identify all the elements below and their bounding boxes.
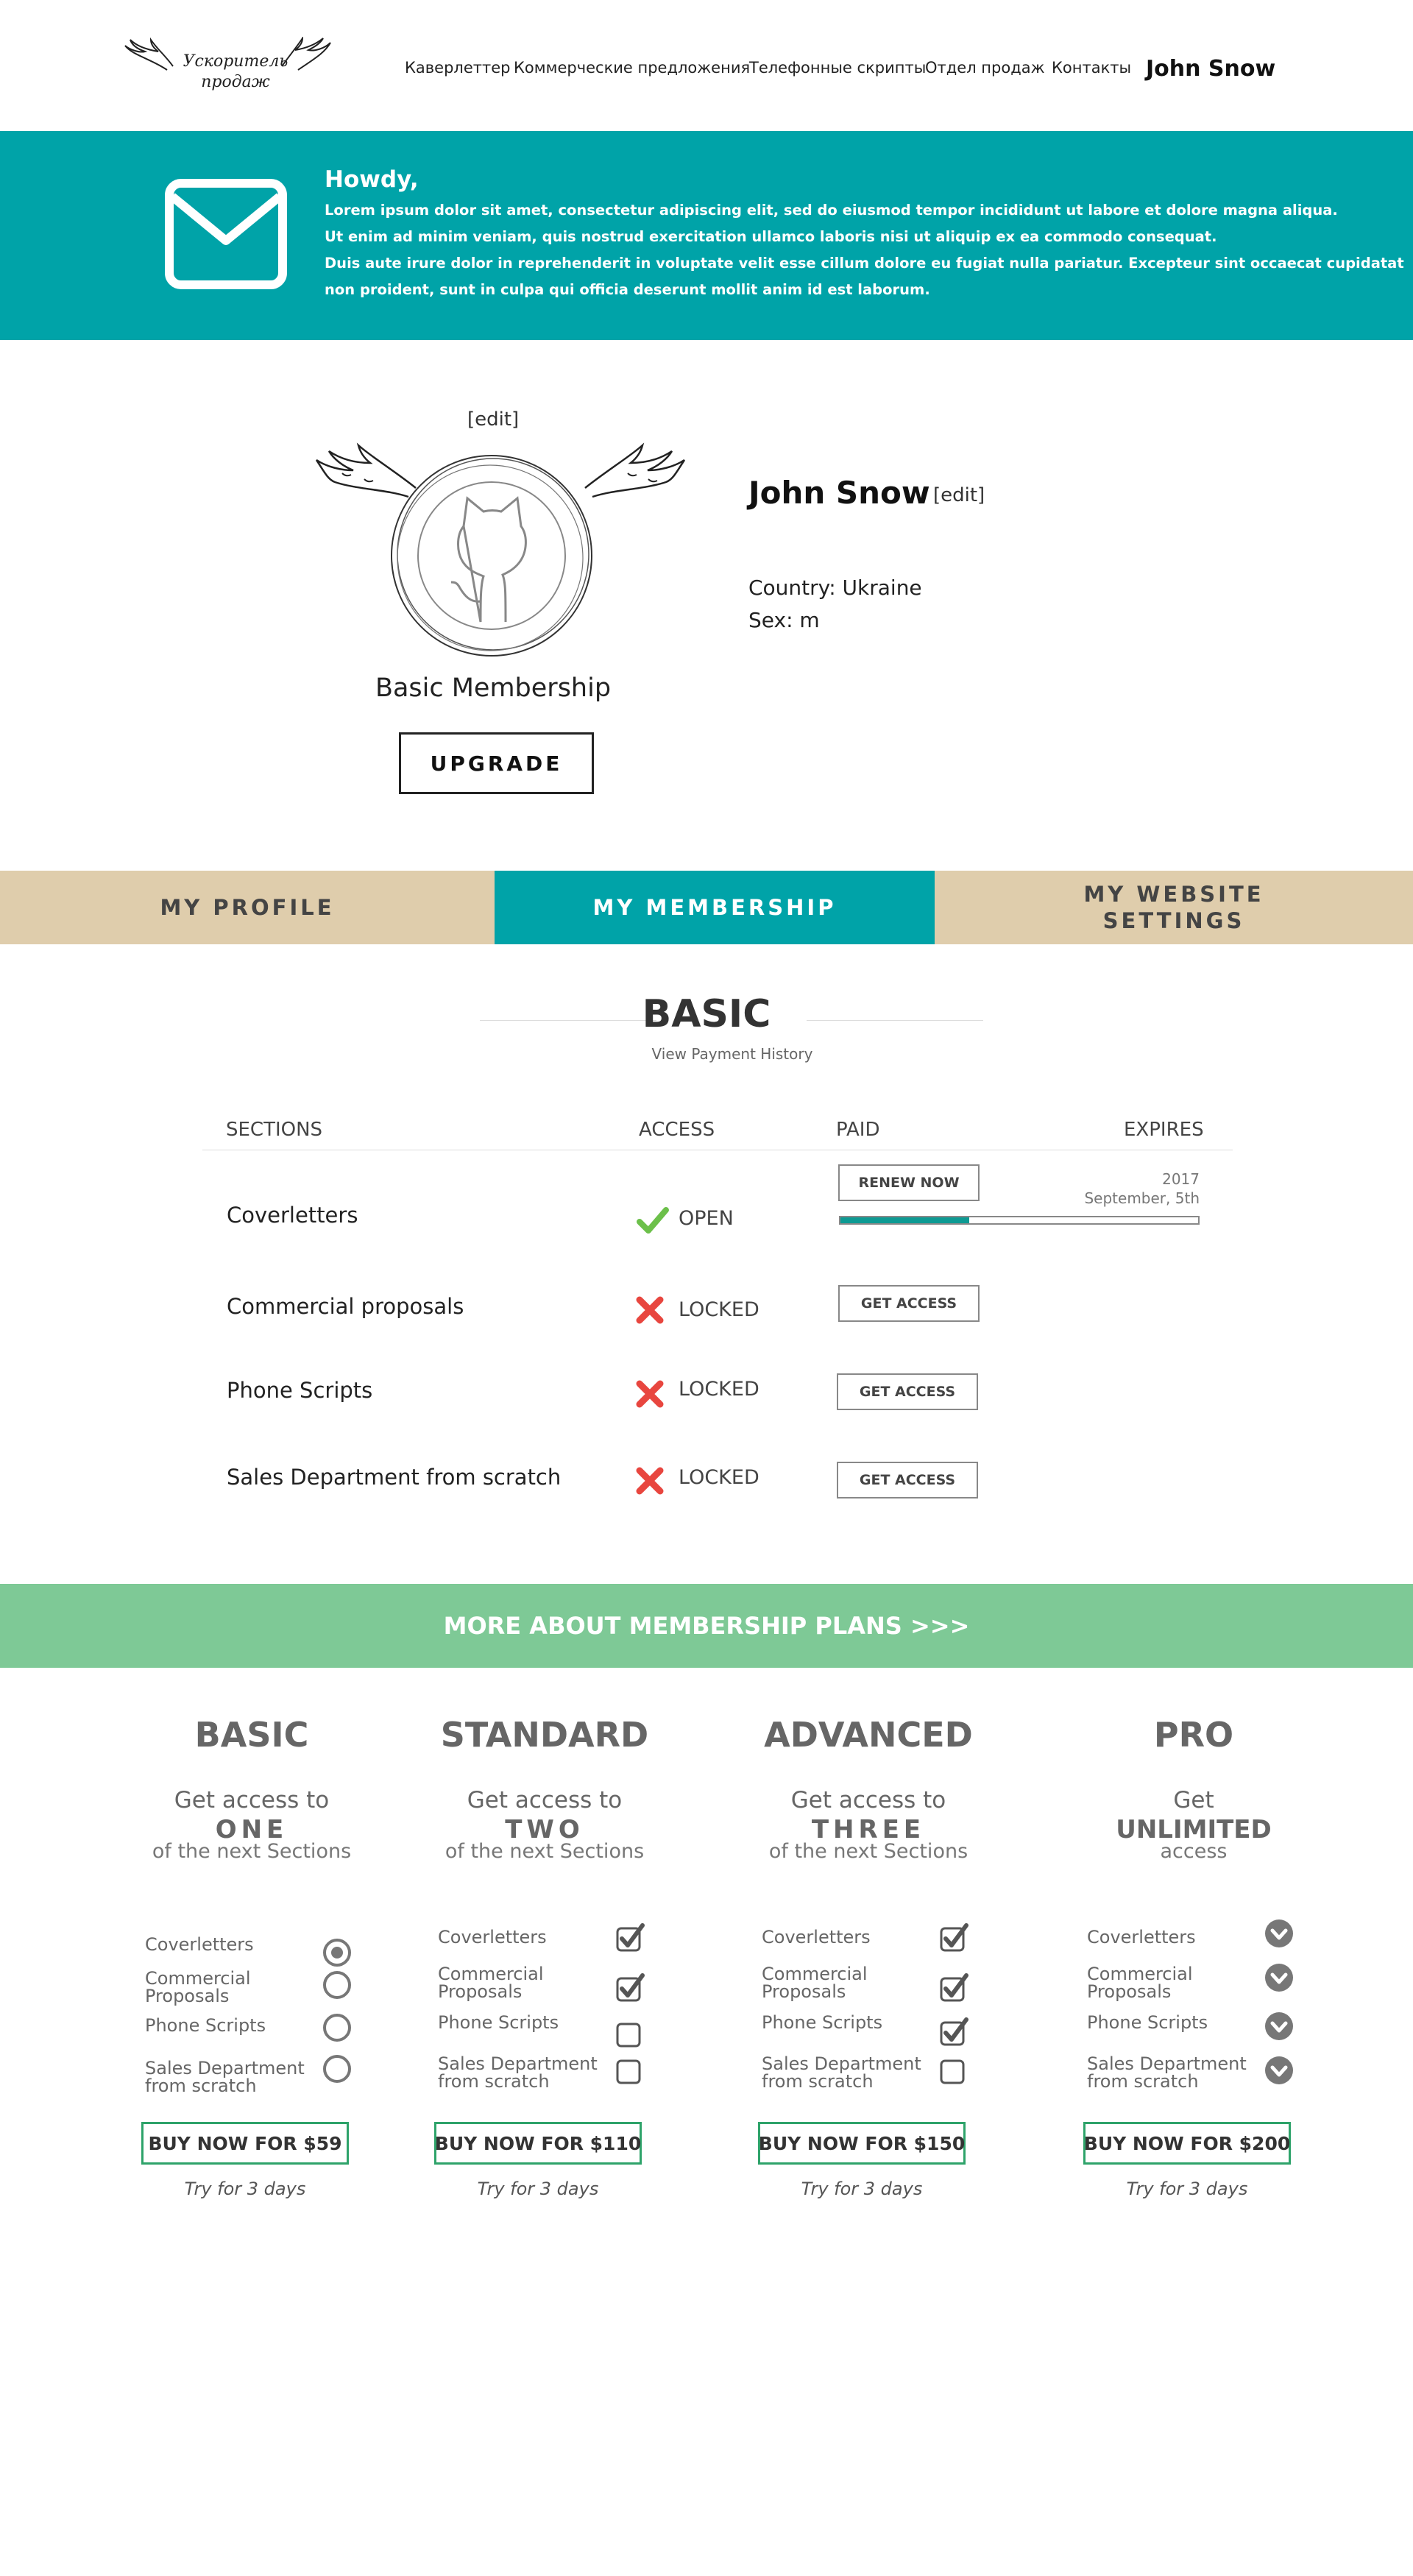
winged-avatar-icon <box>313 408 688 659</box>
get-access-button[interactable]: GET ACCESS <box>837 1462 978 1498</box>
plan-card <box>1069 1715 1319 2215</box>
checkbox-checked-icon[interactable] <box>938 1972 969 2003</box>
access-status: LOCKED <box>679 1378 759 1401</box>
plan-name: BASIC <box>194 1715 309 1755</box>
expires-year: 2017 <box>1162 1170 1200 1188</box>
section-name: Phone Scripts <box>227 1378 373 1403</box>
tab-my-membership[interactable]: MY MEMBERSHIP <box>495 871 935 944</box>
membership-label: Basic Membership <box>375 673 612 703</box>
circle-chevron-icon[interactable] <box>1264 2011 1295 2042</box>
more-membership-plans-link[interactable]: MORE ABOUT MEMBERSHIP PLANS >>> <box>0 1584 1413 1668</box>
nav-scripts[interactable]: Телефонные скрипты <box>749 59 927 77</box>
circle-chevron-icon[interactable] <box>1264 1962 1295 1993</box>
plan-access-text: Get access to <box>790 1787 946 1814</box>
renew-now-button[interactable]: RENEW NOW <box>838 1164 980 1201</box>
radio-button-icon[interactable] <box>322 1970 353 2000</box>
column-header-sections: SECTIONS <box>226 1119 323 1141</box>
check-icon <box>637 1204 669 1236</box>
avatar-edit-link[interactable]: [edit] <box>467 408 520 431</box>
user-menu[interactable]: John Snow <box>1146 56 1276 82</box>
buy-now-button[interactable]: BUY NOW FOR $150 <box>758 2122 966 2165</box>
plan-feature-label: Sales Department from scratch <box>438 2053 598 2092</box>
cross-icon <box>634 1465 666 1497</box>
plan-feature-label: Phone Scripts <box>145 2015 266 2036</box>
plan-feature-label: Commercial Proposals <box>438 1964 544 2002</box>
envelope-icon <box>165 179 287 289</box>
get-access-button[interactable]: GET ACCESS <box>837 1373 978 1410</box>
plan-card <box>419 1715 670 2215</box>
welcome-banner <box>0 131 1413 340</box>
plan-access-text: Get <box>1173 1787 1214 1814</box>
radio-button-icon[interactable] <box>322 2012 353 2043</box>
plan-feature-label: Commercial Proposals <box>762 1964 868 2002</box>
section-name: Coverletters <box>227 1203 358 1228</box>
access-status: LOCKED <box>679 1466 759 1489</box>
column-header-expires: EXPIRES <box>1124 1119 1204 1141</box>
logo[interactable] <box>121 37 332 110</box>
banner-text-line: non proident, sunt in culpa qui officia deserunt mollit anim id est laborum. <box>325 281 930 298</box>
plan-section-count: THREE <box>811 1815 926 1844</box>
nav-coverletters[interactable]: Каверлеттер <box>405 59 511 77</box>
plan-feature-label: Sales Department from scratch <box>1087 2053 1247 2092</box>
plan-feature-label: Phone Scripts <box>762 2012 883 2033</box>
circle-chevron-icon[interactable] <box>1264 2055 1295 2086</box>
plan-access-text: Get access to <box>467 1787 623 1814</box>
plan-name: ADVANCED <box>764 1715 973 1755</box>
nav-contacts[interactable]: Контакты <box>1052 59 1132 77</box>
plan-feature-label: Coverletters <box>438 1927 547 1947</box>
banner-text-line: Lorem ipsum dolor sit amet, consectetur adipiscing elit, sed do eiusmod tempor incididunt ut labore et dolore magna aliqua. <box>325 202 1338 219</box>
circle-chevron-icon[interactable] <box>1264 1918 1295 1949</box>
section-name: Sales Department from scratch <box>227 1465 562 1490</box>
plan-feature-label: Coverletters <box>145 1934 254 1955</box>
expires-date: September, 5th <box>1084 1189 1200 1207</box>
access-status: LOCKED <box>679 1298 759 1321</box>
plan-access-text: Get access to <box>174 1787 330 1814</box>
plan-name: STANDARD <box>440 1715 649 1755</box>
plan-name: PRO <box>1153 1715 1234 1755</box>
column-header-access: ACCESS <box>639 1119 715 1141</box>
profile-country: Country: Ukraine <box>748 576 922 600</box>
payment-history-link[interactable]: View Payment History <box>651 1045 813 1063</box>
paid-progress-bar <box>839 1216 1200 1225</box>
plan-access-subtext: of the next Sections <box>768 1840 968 1863</box>
upgrade-button[interactable]: UPGRADE <box>399 732 594 794</box>
plan-feature-label: Phone Scripts <box>1087 2012 1208 2033</box>
plan-feature-label: Sales Department from scratch <box>762 2053 921 2092</box>
plan-section-count: ONE <box>215 1815 288 1844</box>
trial-text: Try for 3 days <box>477 2179 599 2199</box>
tab-my-website-settings[interactable]: MY WEBSITE SETTINGS <box>935 871 1413 944</box>
checkbox-checked-icon[interactable] <box>938 2017 969 2048</box>
site-header <box>0 0 1413 131</box>
plan-access-subtext: access <box>1160 1840 1228 1863</box>
avatar[interactable] <box>313 408 688 659</box>
logo-text: Ускоритель продаж <box>183 52 288 91</box>
profile-sex: Sex: m <box>748 608 820 632</box>
banner-title: Howdy, <box>325 166 419 193</box>
radio-button-icon[interactable] <box>322 2053 353 2084</box>
current-plan-title: BASIC <box>642 992 771 1036</box>
radio-button-icon[interactable] <box>322 1937 353 1968</box>
buy-now-button[interactable]: BUY NOW FOR $59 <box>141 2122 349 2165</box>
plan-feature-label: Coverletters <box>1087 1927 1196 1947</box>
plan-feature-label: Phone Scripts <box>438 2012 559 2033</box>
banner-text-line: Ut enim ad minim veniam, quis nostrud exercitation ullamco laboris nisi ut aliquip ex ea commodo consequat. <box>325 228 1217 245</box>
paid-progress-fill <box>840 1217 969 1223</box>
plan-section-count: TWO <box>505 1815 584 1844</box>
column-header-paid: PAID <box>836 1119 880 1141</box>
nav-proposals[interactable]: Коммерческие предложения <box>514 59 751 77</box>
buy-now-button[interactable]: BUY NOW FOR $200 <box>1083 2122 1291 2165</box>
profile-name: John Snow <box>748 475 930 511</box>
plan-card <box>743 1715 994 2215</box>
trial-text: Try for 3 days <box>184 2179 306 2199</box>
trial-text: Try for 3 days <box>801 2179 923 2199</box>
plan-access-subtext: of the next Sections <box>152 1840 352 1863</box>
banner-text-line: Duis aute irure dolor in reprehenderit in voluptate velit esse cillum dolore eu fugiat nulla pariatur. Excepteur sint occaecat cupidatat <box>325 255 1404 272</box>
name-edit-link[interactable]: [edit] <box>933 484 985 506</box>
plan-access-subtext: of the next Sections <box>445 1840 645 1863</box>
plan-section-count: UNLIMITED <box>1116 1815 1272 1844</box>
checkbox-icon[interactable] <box>938 2055 969 2086</box>
plan-card <box>127 1715 377 2215</box>
plan-feature-label: Commercial Proposals <box>145 1968 251 2006</box>
cross-icon <box>634 1378 666 1410</box>
checkbox-icon[interactable] <box>615 2055 645 2086</box>
cross-icon <box>634 1294 666 1326</box>
checkbox-checked-icon[interactable] <box>938 1922 969 1953</box>
access-status: OPEN <box>679 1207 734 1230</box>
checkbox-checked-icon[interactable] <box>615 1972 645 2003</box>
nav-sales[interactable]: Отдел продаж <box>925 59 1045 77</box>
plan-feature-label: Commercial Proposals <box>1087 1964 1193 2002</box>
plan-feature-label: Sales Department from scratch <box>145 2058 305 2096</box>
checkbox-icon[interactable] <box>615 2018 645 2049</box>
buy-now-button[interactable]: BUY NOW FOR $110 <box>434 2122 642 2165</box>
get-access-button[interactable]: GET ACCESS <box>838 1285 980 1322</box>
checkbox-checked-icon[interactable] <box>615 1922 645 1953</box>
plan-feature-label: Coverletters <box>762 1927 871 1947</box>
trial-text: Try for 3 days <box>1126 2179 1248 2199</box>
tab-my-profile[interactable]: MY PROFILE <box>0 871 495 944</box>
section-name: Commercial proposals <box>227 1294 464 1319</box>
